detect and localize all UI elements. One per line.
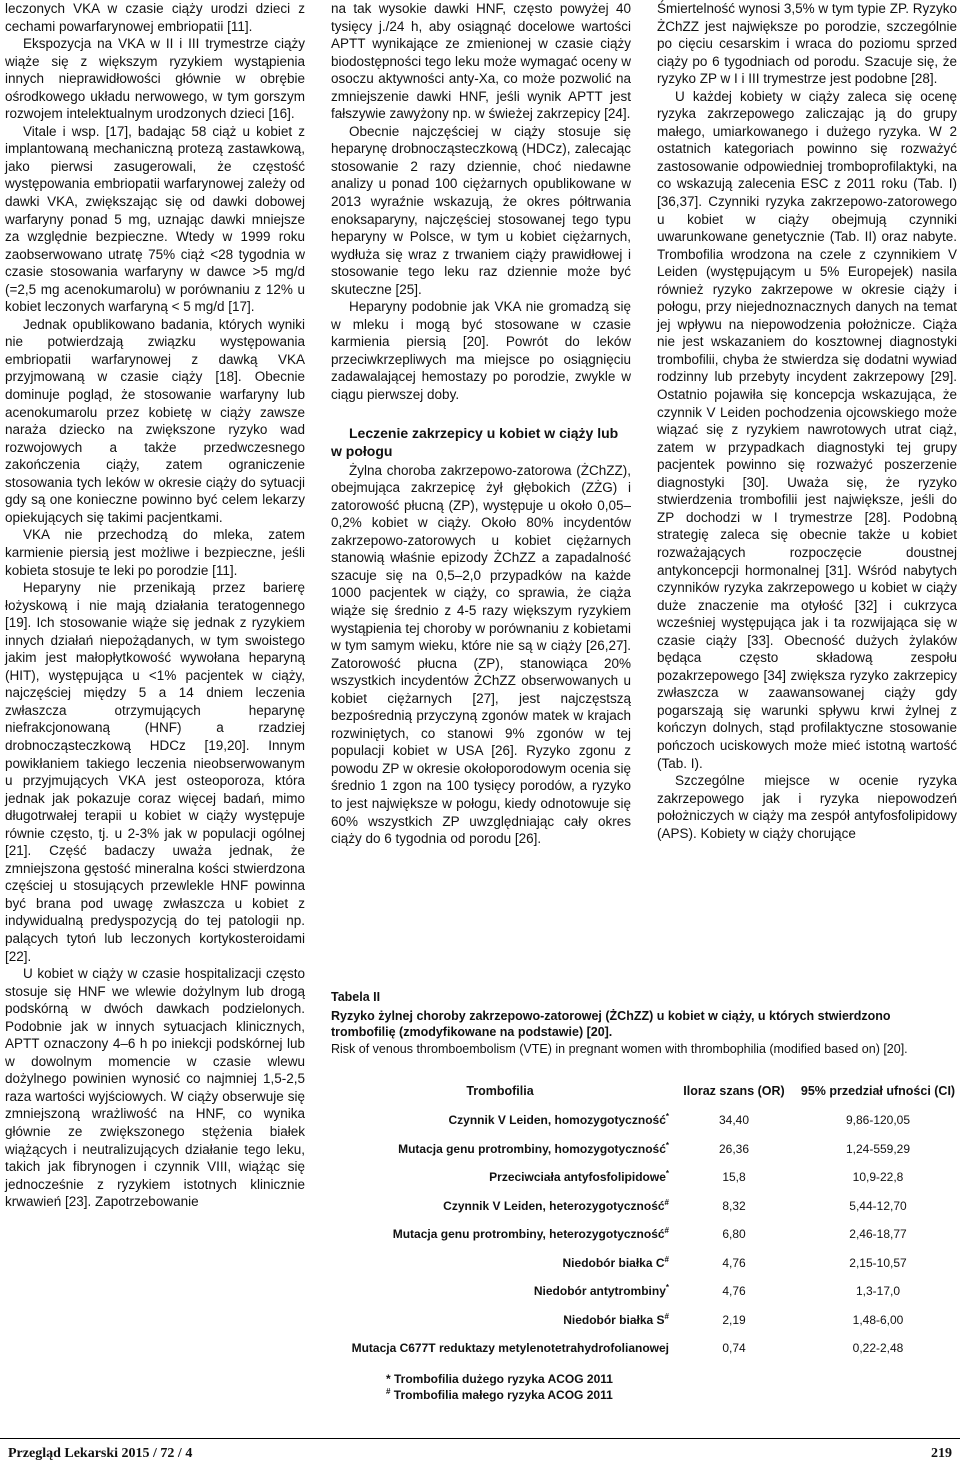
- table-footnotes: [386, 1371, 957, 1403]
- table-section: [331, 989, 957, 1403]
- table-row: [331, 1249, 957, 1278]
- table-row: [331, 1135, 957, 1164]
- cell-odds-ratio: 2,19: [722, 1312, 746, 1327]
- cell-confidence-interval: 5,44-12,70: [849, 1198, 907, 1213]
- table-label: Tabela II: [331, 990, 381, 1004]
- table-row: [331, 1192, 957, 1221]
- cell-confidence-interval: 9,86-120,05: [845, 1113, 911, 1128]
- cell-odds-ratio: 34,40: [718, 1113, 750, 1128]
- risk-table: [331, 1075, 957, 1363]
- paragraph: Żylna choroba zakrzepowo-zatorowa (ŻChZZ), obejmująca zakrzepicę żył głębokich (ZŻG) i zatorowość płucną (ZP), występuje u około 0,05–0,2% kobiet w ciąży. Około 80% incydentów zakrzepowo-zatorowych u kobiet ciężarnych stanowią właśnie epizody ŻChZZ a zapadalność szacuje się na 0,5–2,0 przypadków na każde 1000 pacjentek w ciąży, co sprawia, że ciąża wiąże się średnio z 4-5 razy większym ryzykiem wystąpienia tej choroby w porównaniu z kobietami w tym samym wieku, które nie są w ciąży [26,27]. Zatorowość płucna (ZP), stanowiąca 20% wszystkich incydentów ŻChZZ obserwowanych u kobiet ciężarnych [27], jest najczęstszą bezpośrednią przyczyną zgonów matek w krajach rozwiniętych, co stanowi 9% zgonów w tej populacji kobiet w USA [26]. Ryzyko zgonu z powodu ZP w okresie okołoporodowym ocenia się średnio 1 zgon na 100 tysięcy porodów, a ryzyko to jest największe w połogu, kiedy odnotowuje się 60% wszystkich ZP uwzględniając cały okres ciąży do 6 tygodnia od porodu [26].: [331, 462, 631, 847]
- cell-confidence-interval: 1,24-559,29: [845, 1141, 911, 1156]
- text-column-middle: [331, 0, 631, 848]
- section-heading: Leczenie zakrzepicy u kobiet w ciąży lub w połogu: [331, 424, 619, 459]
- cell-thrombophilia: [331, 1306, 669, 1335]
- cell-text: Mutacja genu protrombiny, homozygotyczność: [398, 1141, 666, 1156]
- footnote-mark: #: [664, 1254, 669, 1264]
- cell-confidence-interval: 1,3-17,0: [855, 1284, 901, 1299]
- footnote-mark: #: [664, 1197, 669, 1207]
- paragraph: Ekspozycja na VKA w II i III trymestrze ciąży wiąże się z większym ryzykiem wystąpienia innych nieprawidłowości głównie w obrębie ośrodkowego układu nerwowego, w tym gorszym rozwojem intelektualnym urodzonych dzieci [16].: [5, 36, 305, 122]
- footnote-mark: *: [665, 1283, 669, 1293]
- paragraph: VKA nie przechodzą do mleka, zatem karmienie piersią jest możliwe i bezpieczne, jeśli kobieta stosuje te leki po porodzie [11].: [5, 527, 305, 578]
- footnote-mark: *: [665, 1112, 669, 1122]
- footnote: [386, 1387, 957, 1403]
- column-header: 95% przedział ufności (CI): [800, 1083, 956, 1098]
- cell-thrombophilia: [331, 1277, 669, 1306]
- cell-text: Czynnik V Leiden, homozygotyczność: [448, 1113, 666, 1128]
- table-row: [331, 1306, 957, 1335]
- paragraph: na tak wysokie dawki HNF, często powyżej 40 tysięcy j./24 h, aby osiągnąć docelowe wartości APTT wynikające ze zmienionej w czasie ciąży biodostępności tego leku może wymagać oceny w osoczu aktywności anty-Xa, co może pozwolić na zmniejszenie dawki HNF, jeśli wynik APTT jest fałszywie zawyżony np. w świeżej zakrzepicy [24].: [331, 1, 631, 122]
- page-number: 219: [931, 1446, 952, 1461]
- column-header: Trombofilia: [466, 1083, 534, 1098]
- paragraph: Vitale i wsp. [17], badając 58 ciąż u kobiet z implantowaną mechaniczną protezą zastawkową, jako pierwsi zasugerowali, że częstość występowania embriopatii warfarynowej zależy od dawki VKA, zwiększając się od dawki dobowej warfaryny ponad 5 mg, uznając dawki mniejsze za względnie bezpieczne. Wtedy w 1999 roku zaobserwowano utratę 75% ciąż <28 tygodnia w czasie stosowania warfaryny w dawce >5 mg/d (=2,5 mg acenokumarolu) w porównaniu z 12% u kobiet leczonych warfaryną < 5 mg/d [17].: [5, 123, 305, 315]
- footnote-mark: #: [664, 1311, 669, 1321]
- footnote-mark: *: [665, 1140, 669, 1150]
- text-column-left: [5, 0, 305, 1211]
- footer-rule: [0, 1438, 960, 1439]
- cell-thrombophilia: [331, 1249, 669, 1278]
- footnote-mark: #: [664, 1226, 669, 1236]
- text-column-right: [657, 0, 957, 842]
- cell-confidence-interval: 2,15-10,57: [849, 1255, 907, 1270]
- cell-thrombophilia: [331, 1192, 669, 1221]
- paragraph: U każdej kobiety w ciąży zaleca się ocenę ryzyka zakrzepowego zaliczając ją do grupy małego, umiarkowanego i dużego ryzyka. W 2 ostatnich kategoriach powinno się rozważyć zastosowanie odpowiedniej tromboprofilaktyki, na co wskazują zalecenia ESC z 2011 roku (Tab. I) [36,37]. Czynniki ryzyka zakrzepowo-zatorowego u kobiet w ciąży obejmują czynniki uwarunkowane genetycznie (Tab. II) oraz nabyte. Trombofilia wrodzona na czele z czynnikiem V Leiden (występującym u 5% Europejek) nasila również ryzyko zakrzepowe w okresie ciąży i połogu, przy niejednoznacznych danych na temat jej wpływu na niepowodzenia położnicze. Ciąża nie jest wskazaniem do kosztownej diagnostyki trombofilii, chyba że stwierdza się dodatni wywiad rodzinny lub przebyty incydent zakrzepowy [29]. Ostatnio pojawiła się koncepcja wskazująca, że czynnik V Leiden pochodzenia ojcowskiego może wiązać się z ryzykiem nawrotowych utrat ciąż, zatem w przypadkach diagnostyki tej grupy pacjentek powinno się rozważyć poszerzenie diagnostyki [30]. Uważa się, że ryzyko stwierdzenia trombofilii jest największe, jeśli do ZP dochodzi w I trymestrze [28]. Podobną strategię zaleca się obecnie także u kobiet rozważających rozpoczęcie doustnej antykoncepcji hormonalnej [31]. Wśród nabytych czynników ryzyka zakrzepowego u kobiet w ciąży duże znaczenie ma otyłość [32] i cukrzyca wcześniej występująca jak i ta rozwijająca się w czasie ciąży [33]. Obecność dużych żylaków będąca często składową zespołu pozakrzepowego [34] zwiększa ryzyko zakrzepicy zwłaszcza w zaawansowanej ciąży gdy pogarszają się warunki spływu krwi żylnej z kończyn dolnych, stąd profilaktyczne stosowanie pończoch uciskowych może mieć istotną wartość (Tab. I).: [657, 88, 957, 771]
- paragraph: Obecnie najczęściej w ciąży stosuje się heparynę drobnocząsteczkową (HDCz), zalecając stosowanie 2 razy dziennie, choć niedawne analizy u ponad 100 ciężarnych opublikowane w 2013 wyraźnie wskazują, że okres półtrwania enoksaparyny, najczęściej stosowanej tego typu heparyny w Polsce, w tym u kobiet ciężarnych, wydłuża się wraz z trwaniem ciąży prawidłowej i stosowanie tego leku raz dziennie może być skuteczne [25].: [331, 123, 631, 297]
- paragraph: leczonych VKA w czasie ciąży urodzi dzieci z cechami powarfarynowej embriopatii [11].: [5, 1, 305, 34]
- table-row: [331, 1106, 957, 1135]
- table-row: [331, 1334, 957, 1363]
- cell-confidence-interval: 2,46-18,77: [849, 1227, 907, 1242]
- paragraph: Heparyny podobnie jak VKA nie gromadzą się w mleku i mogą być stosowane w czasie karmienia piersią [20]. Powrót do leków przeciwkrzepliwych ma miejsce po osiągnięciu zadawalającej hemostazy po porodzie, zwykle w ciągu pierwszej doby.: [331, 299, 631, 403]
- cell-thrombophilia: [331, 1220, 669, 1249]
- cell-odds-ratio: 4,76: [722, 1255, 746, 1270]
- cell-text: Niedobór antytrombiny: [533, 1284, 666, 1299]
- cell-text: Niedobór białka C: [562, 1255, 665, 1270]
- cell-odds-ratio: 26,36: [718, 1141, 750, 1156]
- table-row: [331, 1277, 957, 1306]
- cell-text: Mutacja genu protrombiny, heterozygotyczność: [392, 1227, 665, 1242]
- cell-confidence-interval: 1,48-6,00: [852, 1312, 904, 1327]
- cell-thrombophilia: [331, 1334, 669, 1363]
- table-title: Ryzyko żylnej choroby zakrzepowo-zatorowej (ŻChZZ) u kobiet w ciąży, u których stwierdzono trombofilię (zmodyfikowane na podstawie) [20].: [331, 1009, 891, 1039]
- cell-text: Przeciwciała antyfosfolipidowe: [489, 1170, 666, 1185]
- table-row: [331, 1163, 957, 1192]
- cell-text: Niedobór białka S: [563, 1312, 665, 1327]
- cell-odds-ratio: 15,8: [722, 1170, 746, 1185]
- cell-text: Czynnik V Leiden, heterozygotyczność: [443, 1198, 665, 1213]
- cell-odds-ratio: 8,32: [722, 1198, 746, 1213]
- column-header: Iloraz szans (OR): [683, 1083, 785, 1098]
- table-subtitle: Risk of venous thromboembolism (VTE) in pregnant women with thrombophilia (modified based on) [20].: [331, 1042, 908, 1056]
- cell-thrombophilia: [331, 1163, 669, 1192]
- paragraph: U kobiet w ciąży w czasie hospitalizacji często stosuje się HNF we wlewie dożylnym lub drogą podskórną w dwóch dawkach podzielonych. Podobnie jak w innych sytuacjach klinicznych, APTT oznaczony 4–6 h po iniekcji podskórnej lub w dowolnym momencie w czasie wlewu dożylnego powinien wynosić co najmniej 1,5-2,5 raza wartości wyjściowych. W ciąży obserwuje się zmniejszoną wrażliwość na HNF, co wynika głównie ze zwiększonego stężenia białek wiążących i neutralizujących działanie tego leku, takich jak fibrynogen i czynnik VIII, wiążąc się jednocześnie z ryzykiem istotnych klinicznie krwawień [23]. Zapotrzebowanie: [5, 966, 305, 1210]
- footnote-mark: *: [665, 1169, 669, 1179]
- cell-text: Mutacja C677T reduktazy metylenotetrahydrofolianowej: [351, 1341, 669, 1356]
- cell-confidence-interval: 0,22-2,48: [852, 1341, 904, 1356]
- cell-thrombophilia: [331, 1135, 669, 1164]
- paragraph: Szczególne miejsce w ocenie ryzyka zakrzepowego jak i ryzyka niepowodzeń położniczych w ciąży ma zespół antyfosfolipidowy (APS). Kobiety w ciąży chorujące: [657, 773, 957, 841]
- cell-thrombophilia: [331, 1106, 669, 1135]
- page-footer: [0, 1430, 960, 1463]
- footnote-mark: #: [386, 1386, 391, 1396]
- footnote: * Trombofilia dużego ryzyka ACOG 2011: [386, 1371, 613, 1386]
- footnote-text: Trombofilia małego ryzyka ACOG 2011: [390, 1387, 613, 1402]
- table-row: [331, 1220, 957, 1249]
- paragraph: Jednak opublikowano badania, których wyniki nie potwierdzają związku występowania embriopatii warfarynowej z dawką VKA przyjmowaną w czasie ciąży [18]. Obecnie dominuje pogląd, że stosowanie warfaryny lub acenokumarolu przez kobietę w ciąży zawsze naraża dziecko na zwiększone ryzyko wad rozwojowych a także przedwczesnego zakończenia ciąży, zatem ograniczenie stosowania tych leków w okresie ciąży do sytuacji gdy są one konieczne powinno być celem lekarzy opiekujących się takimi pacjentkami.: [5, 316, 305, 525]
- cell-confidence-interval: 10,9-22,8: [852, 1170, 904, 1185]
- cell-odds-ratio: 0,74: [722, 1341, 746, 1356]
- journal-name: Przegląd Lekarski 2015 / 72 / 4: [8, 1446, 193, 1461]
- paragraph: Śmiertelność wynosi 3,5% w tym typie ZP. Ryzyko ŻChZZ jest największe po porodzie, szczególnie po cięciu cesarskim i wraca do poziomu sprzed ciąży po 6 tygodniach od porodu. Szacuje się, że ryzyko ZP w I i III trymestrze jest podobne [28].: [657, 1, 957, 87]
- cell-odds-ratio: 4,76: [722, 1284, 746, 1299]
- paragraph: Heparyny nie przenikają przez barierę łożyskową i nie mają działania teratogennego [19]. Ich stosowanie wiąże się jednak z ryzykiem innych działań niepożądanych, w tym swoistego jakim jest małopłytkowość wywołana heparyną (HIT), występująca u <1% pacjentek w ciąży, najczęściej między 5 a 14 dniem leczenia zwłaszcza otrzymujących heparynę niefrakcjonowaną (HNF) a rzadziej drobnocząsteczkową HDCz [19,20]. Innym powikłaniem takiego leczenia nieobserwowanym u przyjmujących VKA jest osteoporoza, która jednak jak pokazuje coraz więcej badań, mimo długotrwałej terapii u kobiet w ciąży występuje równie często, tj. u 2-3% jak w populacji ogólnej [21]. Część badaczy uważa jednak, że zmniejszona gęstość mineralna kości stwierdzona częściej u stosujących przewlekle HNF powinna być brana pod uwagę zwłaszcza u kobiet z indywidualną predyspozycją do tej patologii np. palących tytoń lub leczonych kortykosteroidami [22].: [5, 580, 305, 964]
- table-header-row: [331, 1075, 957, 1106]
- cell-odds-ratio: 6,80: [722, 1227, 746, 1242]
